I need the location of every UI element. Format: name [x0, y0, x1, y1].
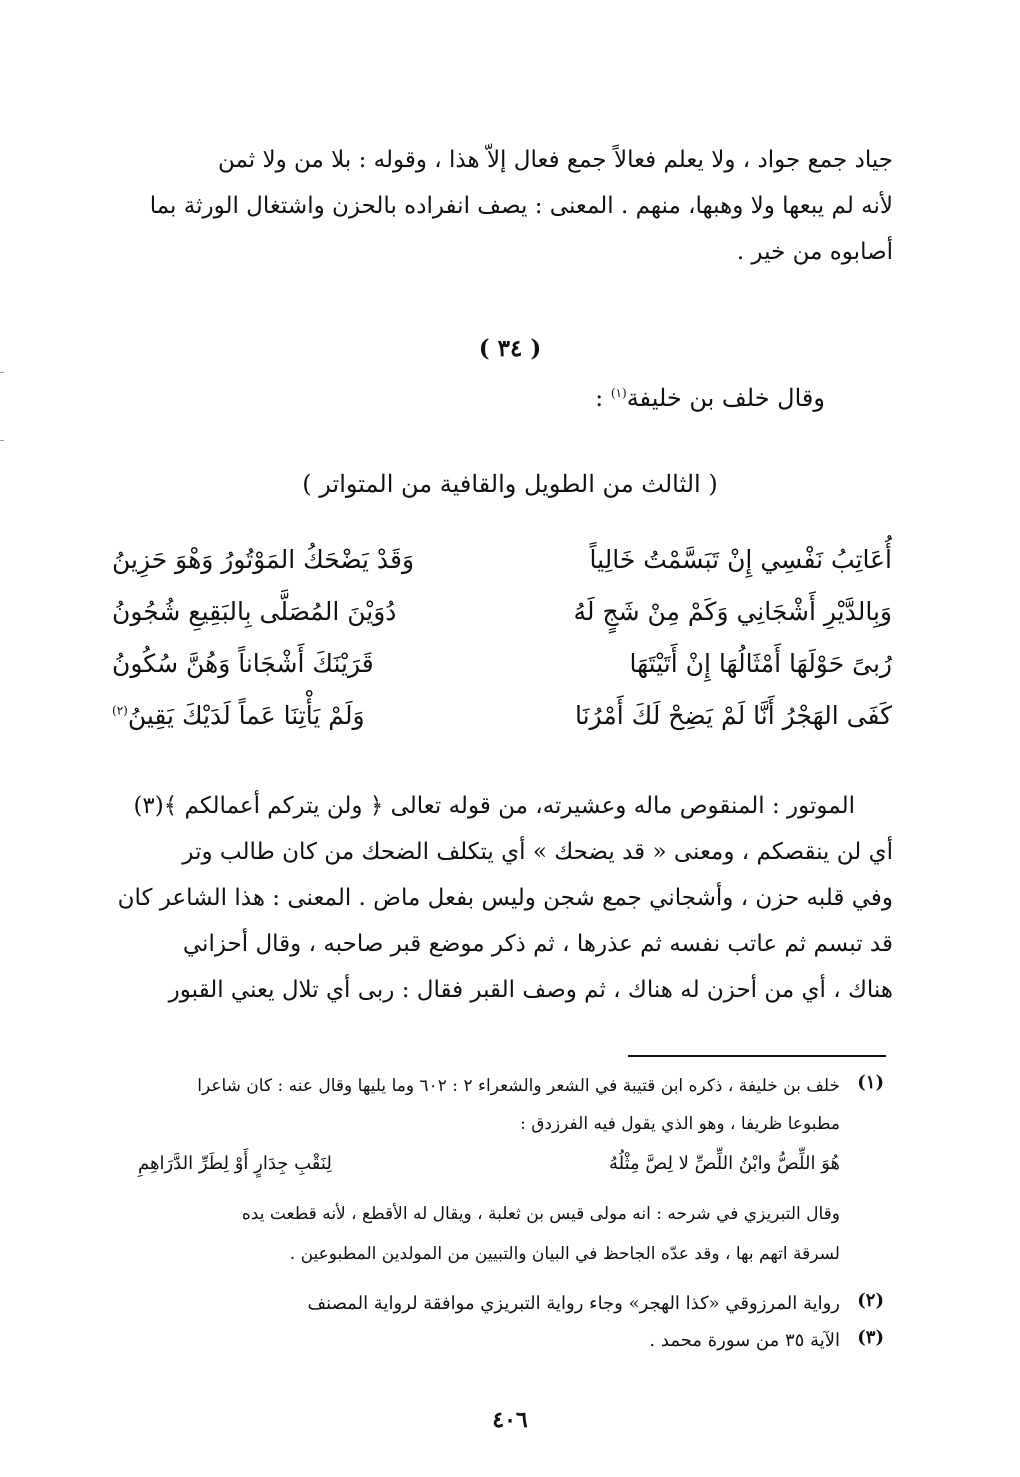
paragraph-line: هناك ، أي من أحزن له هناك ، ثم وصف القبر فقال : ربى أي تلال يعني القبور [168, 977, 893, 1003]
paragraph-line: قد تبسم ثم عاتب نفسه ثم عذرها ، ثم ذكر موضع قبر صاحبه ، وقال أحزاني [182, 931, 893, 957]
paragraph-line: جياد جمع جواد ، ولا يعلم فعالاً جمع فعال إلاّ هذا ، وقوله : بلا من ولا ثمن [217, 147, 893, 173]
paragraph-line: أي لن ينقصكم ، ومعنى « قد يضحك » أي يتكلف الضحك من كان طالب وتر [182, 839, 893, 865]
footnote-number: (١) [857, 1072, 884, 1093]
footnote-line: وقال التبريزي في شرحه : انه مولى قيس بن ثعلبة ، ويقال له الأقطع ، لأنه قطعت يده [241, 1204, 840, 1224]
footnote-line: مطبوعا ظريفا ، وهو الذي يقول فيه الفرزدق : [520, 1114, 840, 1134]
intro-colon: : [595, 384, 611, 412]
verse-line [112, 701, 892, 749]
paragraph-line: الموتور : المنقوص ماله وعشيرته، من قوله تعالى ﴿ ولن يتركم أعمالكم ﴾(٣) [133, 793, 855, 819]
footnote-ref: (١) [610, 386, 627, 400]
intro-text: وقال خلف بن خليفة [626, 384, 825, 412]
verse-text: وَلَمْ يَأْتِنَا عَماً لَدَيْكَ يَقِينُ [127, 701, 365, 730]
paragraph-line: أصابوه من خير . [736, 239, 893, 265]
verse-first-hemistich: وَبِالدَّيْرِ أَشْجَانِي وَكَمْ مِنْ شَجٍ لَهُ [573, 597, 892, 626]
footnote-ref: (٢) [112, 703, 128, 718]
footnote-number: (٢) [857, 1290, 884, 1311]
poem-intro [595, 384, 825, 412]
top-paragraph [118, 137, 893, 275]
scan-edge-mark [0, 440, 4, 441]
verse-second-hemistich: دُوَيْنَ المُصَلَّى بِالبَقِيعِ شُجُونُ [112, 597, 397, 626]
footnote-number: (٣) [857, 1327, 884, 1348]
verse-first-hemistich: رُبىً حَوْلَهَا أَمْثَالُهَا إِنْ أَتَيْتَهَا [629, 649, 892, 678]
footnote-verse-second: لِنَقْبِ جِدَارٍ أَوْ لِطَرِّ الدَّرَاهِمِ [138, 1153, 332, 1174]
verse-first-hemistich: كَفَى الهَجْرُ أَنَّا لَمْ يَضِحْ لَكَ أَمْرُنَا [574, 701, 892, 730]
poem-number: ( ٣٤ ) [478, 335, 542, 362]
verse-second-hemistich [112, 701, 365, 730]
footnote-line: رواية المرزوقي «كذا الهجر» وجاء رواية التبريزي موافقة لرواية المصنف [307, 1293, 840, 1314]
footnote-verse-first: هُوَ اللِّصُّ وابْنُ اللِّصِّ لا لِصَّ مِثْلُهُ [608, 1153, 840, 1174]
meter-heading: ( الثالث من الطويل والقافية من المتواتر ) [302, 470, 718, 498]
footnote-divider [628, 1055, 886, 1057]
footnote-line: لسرقة اتهم بها ، وقد عدّه الجاحظ في البيان والتبيين من المولدين المطبوعين . [289, 1244, 840, 1264]
paragraph-line: وفي قلبه حزن ، وأشجاني جمع شجن وليس بفعل ماض . المعنى : هذا الشاعر كان [118, 885, 893, 911]
scan-edge-mark [0, 372, 4, 373]
verse-first-hemistich: أُعَاتِبُ نَفْسِي إِنْ تَبَسَّمْتُ خَالِياً [589, 545, 892, 574]
verse-second-hemistich: قَرَيْنَكَ أَشْجَاناً وَهُنَّ سُكُونُ [112, 649, 374, 678]
page-number: ٤٠٦ [492, 1407, 528, 1433]
verse-line [112, 597, 892, 645]
verse-line [112, 545, 892, 593]
commentary-paragraph [118, 783, 893, 1013]
verse-line [112, 649, 892, 697]
footnote-line: خلف بن خليفة ، ذكره ابن قتيبة في الشعر والشعراء ٢ : ٦٠٢ وما يليها وقال عنه : كان شاعرا [197, 1076, 840, 1096]
paragraph-line: لأنه لم يبعها ولا وهبها، منهم . المعنى : يصف انفراده بالحزن واشتغال الورثة بما [149, 193, 893, 219]
footnote-line: الآية ٣٥ من سورة محمد . [649, 1330, 840, 1351]
verse-second-hemistich: وَقَدْ يَضْحَكُ المَوْتُورُ وَهْوَ حَزِينُ [112, 545, 415, 574]
